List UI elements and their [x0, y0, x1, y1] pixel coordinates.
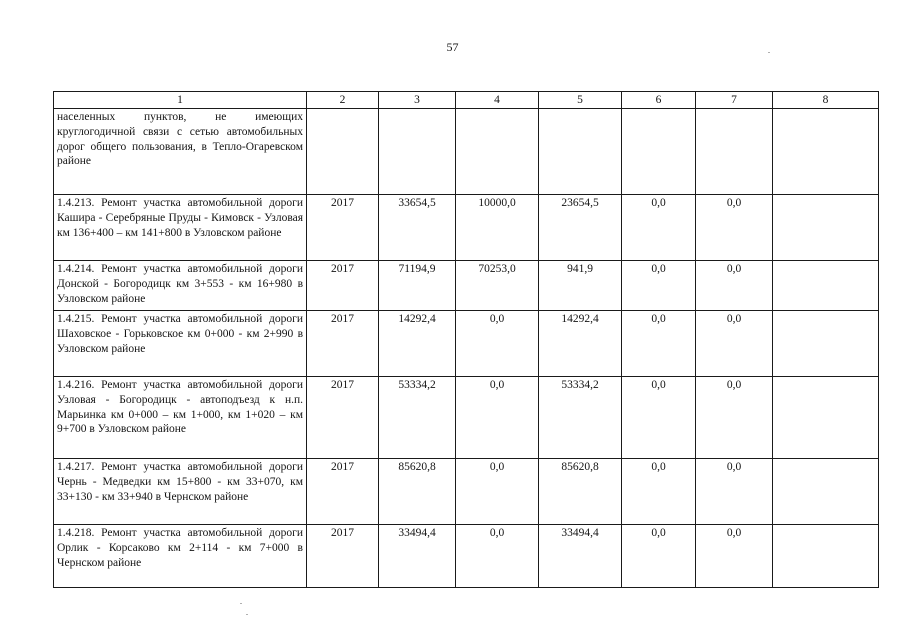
value-cell-5: 53334,2	[539, 377, 622, 459]
value-cell-5: 33494,4	[539, 525, 622, 588]
table-row	[54, 377, 879, 459]
table-row	[54, 525, 879, 588]
value-cell-4: 0,0	[456, 459, 539, 525]
value-cell-4: 0,0	[456, 525, 539, 588]
row-description: населенных пунктов, не имеющих круглогодичной связи с сетью автомобильных дорог общего пользования, в Тепло-Огаревском районе	[54, 109, 307, 195]
value-cell-8	[773, 261, 879, 311]
column-header-6: 6	[622, 92, 696, 109]
value-cell-4	[456, 109, 539, 195]
row-description: 1.4.213. Ремонт участка автомобильной дороги Кашира - Серебряные Пруды - Кимовск - Узловая км 136+400 – км 141+800 в Узловском районе	[54, 195, 307, 261]
value-cell-6: 0,0	[622, 377, 696, 459]
row-description: 1.4.216. Ремонт участка автомобильной дороги Узловая - Богородицк - автоподъезд к н.п. Марьинка км 0+000 – км 1+000, км 1+020 – км 9+700 в Узловском районе	[54, 377, 307, 459]
table-row	[54, 459, 879, 525]
year-cell: 2017	[307, 377, 379, 459]
column-header-7: 7	[696, 92, 773, 109]
scan-speck	[246, 614, 248, 615]
column-header-8: 8	[773, 92, 879, 109]
value-cell-4: 0,0	[456, 377, 539, 459]
table-row	[54, 311, 879, 377]
value-cell-8	[773, 377, 879, 459]
row-description: 1.4.218. Ремонт участка автомобильной дороги Орлик - Корсаково км 2+114 - км 7+000 в Чернском районе	[54, 525, 307, 588]
value-cell-7: 0,0	[696, 261, 773, 311]
scan-speck	[768, 52, 770, 53]
value-cell-7: 0,0	[696, 195, 773, 261]
table-row	[54, 261, 879, 311]
value-cell-5: 14292,4	[539, 311, 622, 377]
table-header-row	[54, 92, 879, 109]
value-cell-4: 70253,0	[456, 261, 539, 311]
row-description: 1.4.215. Ремонт участка автомобильной дороги Шаховское - Горьковское км 0+000 - км 2+990 в Узловском районе	[54, 311, 307, 377]
total-cell: 14292,4	[379, 311, 456, 377]
year-cell: 2017	[307, 459, 379, 525]
value-cell-7: 0,0	[696, 311, 773, 377]
value-cell-8	[773, 459, 879, 525]
year-cell: 2017	[307, 311, 379, 377]
total-cell	[379, 109, 456, 195]
value-cell-6: 0,0	[622, 525, 696, 588]
value-cell-5: 941,9	[539, 261, 622, 311]
value-cell-4: 10000,0	[456, 195, 539, 261]
value-cell-4: 0,0	[456, 311, 539, 377]
value-cell-7: 0,0	[696, 525, 773, 588]
total-cell: 71194,9	[379, 261, 456, 311]
year-cell: 2017	[307, 261, 379, 311]
budget-table	[53, 91, 879, 588]
value-cell-6	[622, 109, 696, 195]
total-cell: 53334,2	[379, 377, 456, 459]
column-header-1: 1	[54, 92, 307, 109]
value-cell-8	[773, 525, 879, 588]
total-cell: 33654,5	[379, 195, 456, 261]
value-cell-6: 0,0	[622, 459, 696, 525]
value-cell-6: 0,0	[622, 195, 696, 261]
table-row	[54, 195, 879, 261]
table-row	[54, 109, 879, 195]
row-description: 1.4.217. Ремонт участка автомобильной дороги Чернь - Медведки км 15+800 - км 33+070, км 33+130 - км 33+940 в Чернском районе	[54, 459, 307, 525]
value-cell-6: 0,0	[622, 261, 696, 311]
total-cell: 33494,4	[379, 525, 456, 588]
page-number: 57	[446, 40, 459, 54]
scan-speck	[240, 603, 242, 604]
value-cell-7	[696, 109, 773, 195]
year-cell: 2017	[307, 195, 379, 261]
value-cell-8	[773, 195, 879, 261]
year-cell	[307, 109, 379, 195]
column-header-3: 3	[379, 92, 456, 109]
value-cell-8	[773, 311, 879, 377]
value-cell-7: 0,0	[696, 459, 773, 525]
column-header-2: 2	[307, 92, 379, 109]
column-header-4: 4	[456, 92, 539, 109]
total-cell: 85620,8	[379, 459, 456, 525]
value-cell-8	[773, 109, 879, 195]
year-cell: 2017	[307, 525, 379, 588]
value-cell-6: 0,0	[622, 311, 696, 377]
row-description: 1.4.214. Ремонт участка автомобильной дороги Донской - Богородицк км 3+553 - км 16+980 в Узловском районе	[54, 261, 307, 311]
value-cell-7: 0,0	[696, 377, 773, 459]
value-cell-5	[539, 109, 622, 195]
column-header-5: 5	[539, 92, 622, 109]
value-cell-5: 85620,8	[539, 459, 622, 525]
value-cell-5: 23654,5	[539, 195, 622, 261]
